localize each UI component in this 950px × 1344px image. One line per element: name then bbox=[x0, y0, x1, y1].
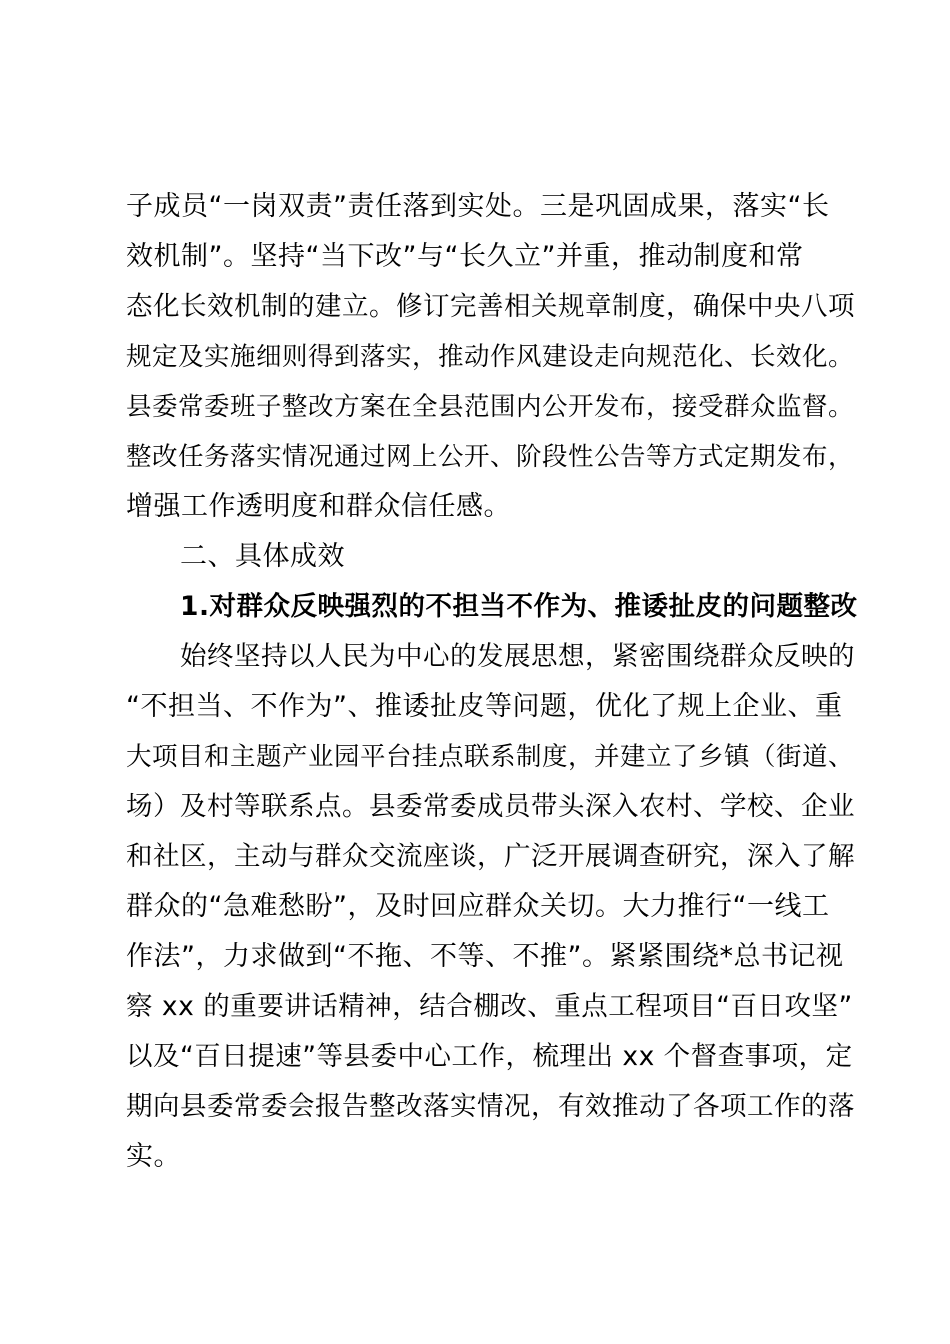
paragraph-line: 以及“百日提速”等县委中心工作，梳理出 xx 个督查事项，定 bbox=[126, 1041, 853, 1072]
section-heading: 二、具体成效 bbox=[180, 541, 345, 572]
paragraph-line: 子成员“一岗双责”责任落到实处。三是巩固成果，落实“长 bbox=[126, 191, 830, 222]
paragraph-line: 场）及村等联系点。县委常委成员带头深入农村、学校、企业 bbox=[126, 791, 855, 822]
paragraph-line: 效机制”。坚持“当下改”与“长久立”并重，推动制度和常 bbox=[126, 241, 804, 272]
paragraph-line: 整改任务落实情况通过网上公开、阶段性公告等方式定期发布， bbox=[126, 442, 855, 472]
paragraph-line: 始终坚持以人民为中心的发展思想，紧密围绕群众反映的 bbox=[180, 641, 855, 672]
paragraph-line: 规定及实施细则得到落实，推动作风建设走向规范化、长效化。 bbox=[126, 342, 855, 372]
paragraph-line: 察 xx 的重要讲话精神，结合棚改、重点工程项目“百日攻坚” bbox=[126, 991, 853, 1022]
paragraph-line: 态化长效机制的建立。修订完善相关规章制度，确保中央八项 bbox=[126, 291, 855, 322]
paragraph-line: 期向县委常委会报告整改落实情况，有效推动了各项工作的落 bbox=[126, 1091, 855, 1122]
paragraph-line: 作法”，力求做到“不拖、不等、不推”。紧紧围绕*总书记视 bbox=[126, 941, 844, 972]
paragraph-line: 县委常委班子整改方案在全县范围内公开发布，接受群众监督。 bbox=[126, 392, 855, 422]
paragraph-line: 群众的“急难愁盼”，及时回应群众关切。大力推行“一线工 bbox=[126, 891, 830, 922]
paragraph-line: 和社区，主动与群众交流座谈，广泛开展调查研究，深入了解 bbox=[126, 841, 855, 872]
paragraph-line: “不担当、不作为”、推诿扯皮等问题，优化了规上企业、重 bbox=[126, 691, 843, 722]
paragraph-line: 实。 bbox=[126, 1141, 181, 1172]
paragraph-line: 增强工作透明度和群众信任感。 bbox=[126, 491, 511, 522]
paragraph-line: 大项目和主题产业园平台挂点联系制度，并建立了乡镇（街道、 bbox=[126, 742, 855, 772]
sub-heading: 1.对群众反映强烈的不担当不作为、推诿扯皮的问题整改 bbox=[180, 591, 858, 622]
